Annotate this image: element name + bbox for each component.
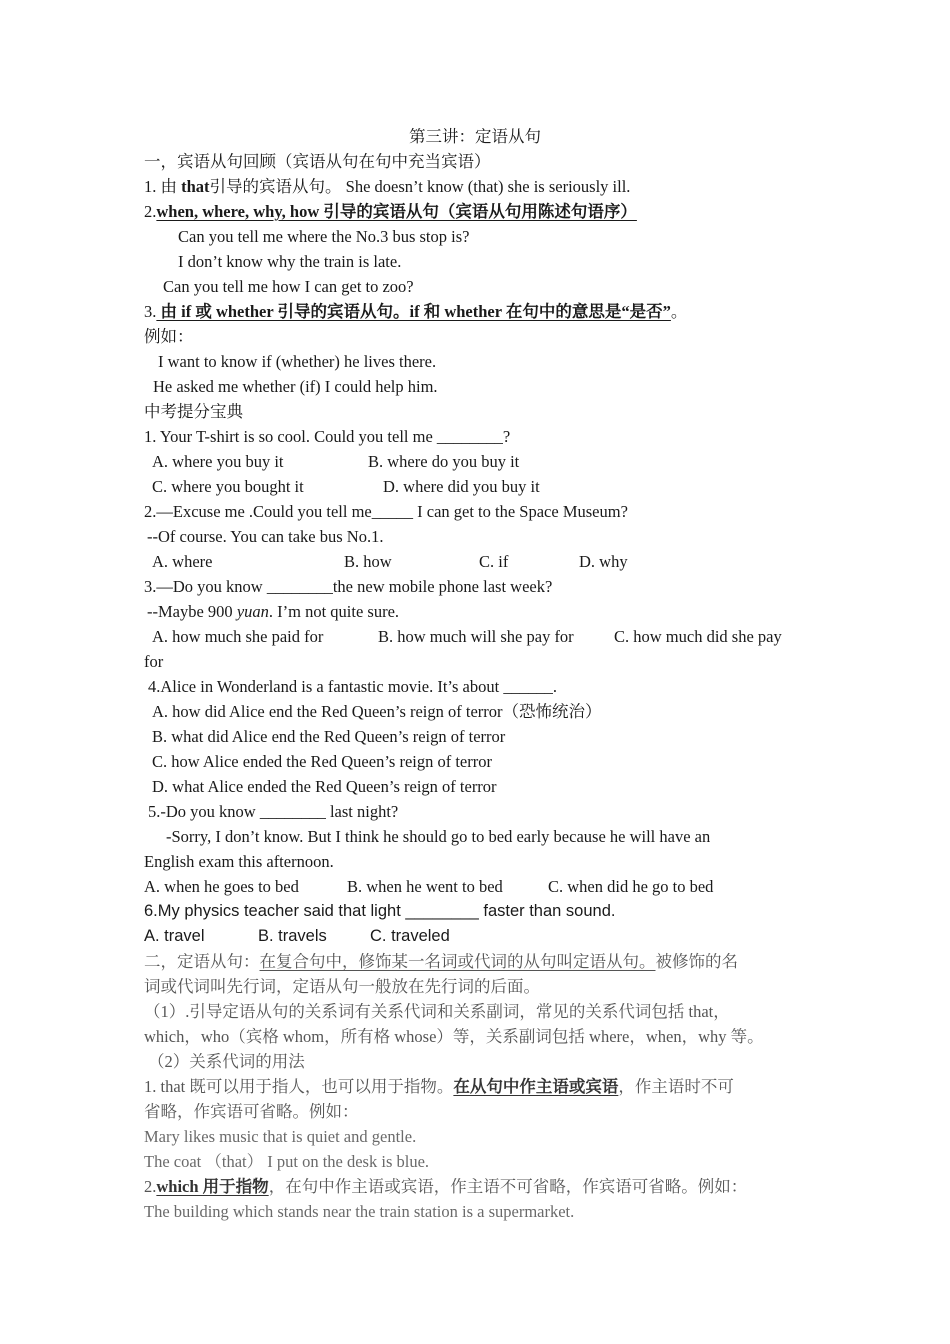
section2-p1-line2: which，who（宾格 whom，所有格 whose）等，关系副词包括 where，when，why 等。 [144,1027,764,1046]
question-2-reply: --Of course. You can take bus No.1. [147,527,384,546]
rule-2 [144,1174,808,1199]
item3-example-1: I want to know if (whether) he lives there. [158,352,437,371]
item1-bold: that [181,177,210,196]
question-2: 2.—Excuse me .Could you tell me_____ I can get to the Space Museum? [144,502,628,521]
item2-num: 2. [144,202,157,221]
q4-option-a: A. how did Alice end the Red Queen’s reign of terror（恐怖统治） [152,702,602,721]
q4-option-d: D. what Alice ended the Red Queen’s reign of terror [152,777,497,796]
q4-option-b: B. what did Alice end the Red Queen’s reign of terror [152,727,506,746]
question-3: 3.—Do you know ________the new mobile phone last week? [144,577,553,596]
question-5-reply-1: -Sorry, I don’t know. But I think he should go to bed early because he will have an [166,827,711,846]
q5-option-c: C. when did he go to bed [548,877,714,896]
section2-p2: （2）关系代词的用法 [148,1052,305,1071]
item2-example-2: I don’t know why the train is late. [178,252,402,271]
q1-option-d: D. where did you buy it [383,477,540,496]
question-3-options [144,624,808,649]
q5-option-a: A. when he goes to bed [144,877,299,896]
section1-heading: 一，宾语从句回顾（宾语从句在句中充当宾语） [144,152,491,171]
q6-option-c: C. traveled [370,927,450,945]
q1-option-c: C. where you bought it [152,477,304,496]
section2-heading-underlined: 在复合句中，修饰某一名词或代词的从句叫定语从句。 [259,952,656,971]
section2-heading-pre: 二，定语从句： [144,952,260,971]
q3-option-b: B. how much will she pay for [378,627,574,646]
rule2-post: ，在句中作主语或宾语，作主语不可省略，作宾语可省略。例如： [268,1177,748,1196]
rule-1-example-2: The coat （that） I put on the desk is blue. [144,1152,430,1171]
q5-option-b: B. when he went to bed [347,877,503,896]
q3-reply-pre: --Maybe 900 [147,602,237,621]
question-1-options-row2 [144,474,808,499]
rule1-pre: 1. that 既可以用于指人，也可以用于指物。 [144,1077,454,1096]
question-6: 6.My physics teacher said that light ________ faster than sound. [144,902,616,920]
q3-option-a: A. how much she paid for [152,627,324,646]
section2-heading [144,949,808,974]
section2-heading-line2: 词或代词叫先行词，定语从句一般放在先行词的后面。 [144,977,540,996]
question-5-options [144,874,808,899]
item3-num: 3. [144,302,157,321]
item1-rest: 引导的宾语从句。 She doesn’t know (that) she is seriously ill. [209,177,631,196]
item1-prefix: 1. 由 [144,177,182,196]
rule-1 [144,1074,808,1099]
item3-end: 。 [670,302,688,321]
section1-item2 [144,199,808,224]
section2-p1-line1: （1）.引导定语从句的关系词有关系代词和关系副词，常见的关系代词包括 that， [144,1002,730,1021]
question-6-options [144,924,808,949]
rule-1-line2: 省略，作宾语可省略。例如： [144,1102,359,1121]
item3-text: 由 if 或 whether 引导的宾语从句。if 和 whether 在句中的意思是“是否” [156,302,671,321]
question-5-reply-2: English exam this afternoon. [144,852,334,871]
q2-option-a: A. where [152,552,213,571]
rule-2-example-1: The building which stands near the train station is a supermarket. [144,1202,575,1221]
tips-heading: 中考提分宝典 [144,402,243,421]
section2-heading-post: 被修饰的名 [655,952,738,971]
item3-example-2: He asked me whether (if) I could help him. [153,377,438,396]
q1-option-a: A. where you buy it [152,452,284,471]
question-4: 4.Alice in Wonderland is a fantastic movie. It’s about ______. [148,677,557,696]
q4-option-c: C. how Alice ended the Red Queen’s reign of terror [152,752,492,771]
rule1-post: ，作主语时不可 [618,1077,734,1096]
q2-option-b: B. how [344,552,392,571]
rule-1-example-1: Mary likes music that is quiet and gentle. [144,1127,417,1146]
q6-option-a: A. travel [144,927,205,945]
q2-option-c: C. if [479,552,509,571]
section1-item1 [144,174,808,199]
question-1: 1. Your T-shirt is so cool. Could you tell me ________? [144,427,511,446]
rule2-emphasis: which 用于指物 [156,1177,269,1196]
page-title: 第三讲：定语从句 [409,127,541,146]
q3-reply-italic: yuan [236,602,269,621]
rule2-num: 2. [144,1177,157,1196]
question-5: 5.-Do you know ________ last night? [148,802,399,821]
item2-example-1: Can you tell me where the No.3 bus stop is? [178,227,470,246]
q6-option-b: B. travels [258,927,327,945]
item2-example-3: Can you tell me how I can get to zoo? [163,277,414,296]
item2-text: when, where, why, how 引导的宾语从句（宾语从句用陈述句语序） [156,202,637,221]
rule1-emphasis: 在从句中作主语或宾语 [453,1077,619,1096]
section1-item3 [144,299,808,324]
q1-option-b: B. where do you buy it [368,452,520,471]
example-label: 例如： [144,327,194,346]
question-3-reply [147,599,808,624]
q3-option-c-continued: for [144,652,164,671]
question-2-options [144,549,808,574]
q3-reply-post: . I’m not quite sure. [268,602,400,621]
q2-option-d: D. why [579,552,628,571]
q3-option-c: C. how much did she pay [614,627,782,646]
question-1-options-row1 [144,449,808,474]
